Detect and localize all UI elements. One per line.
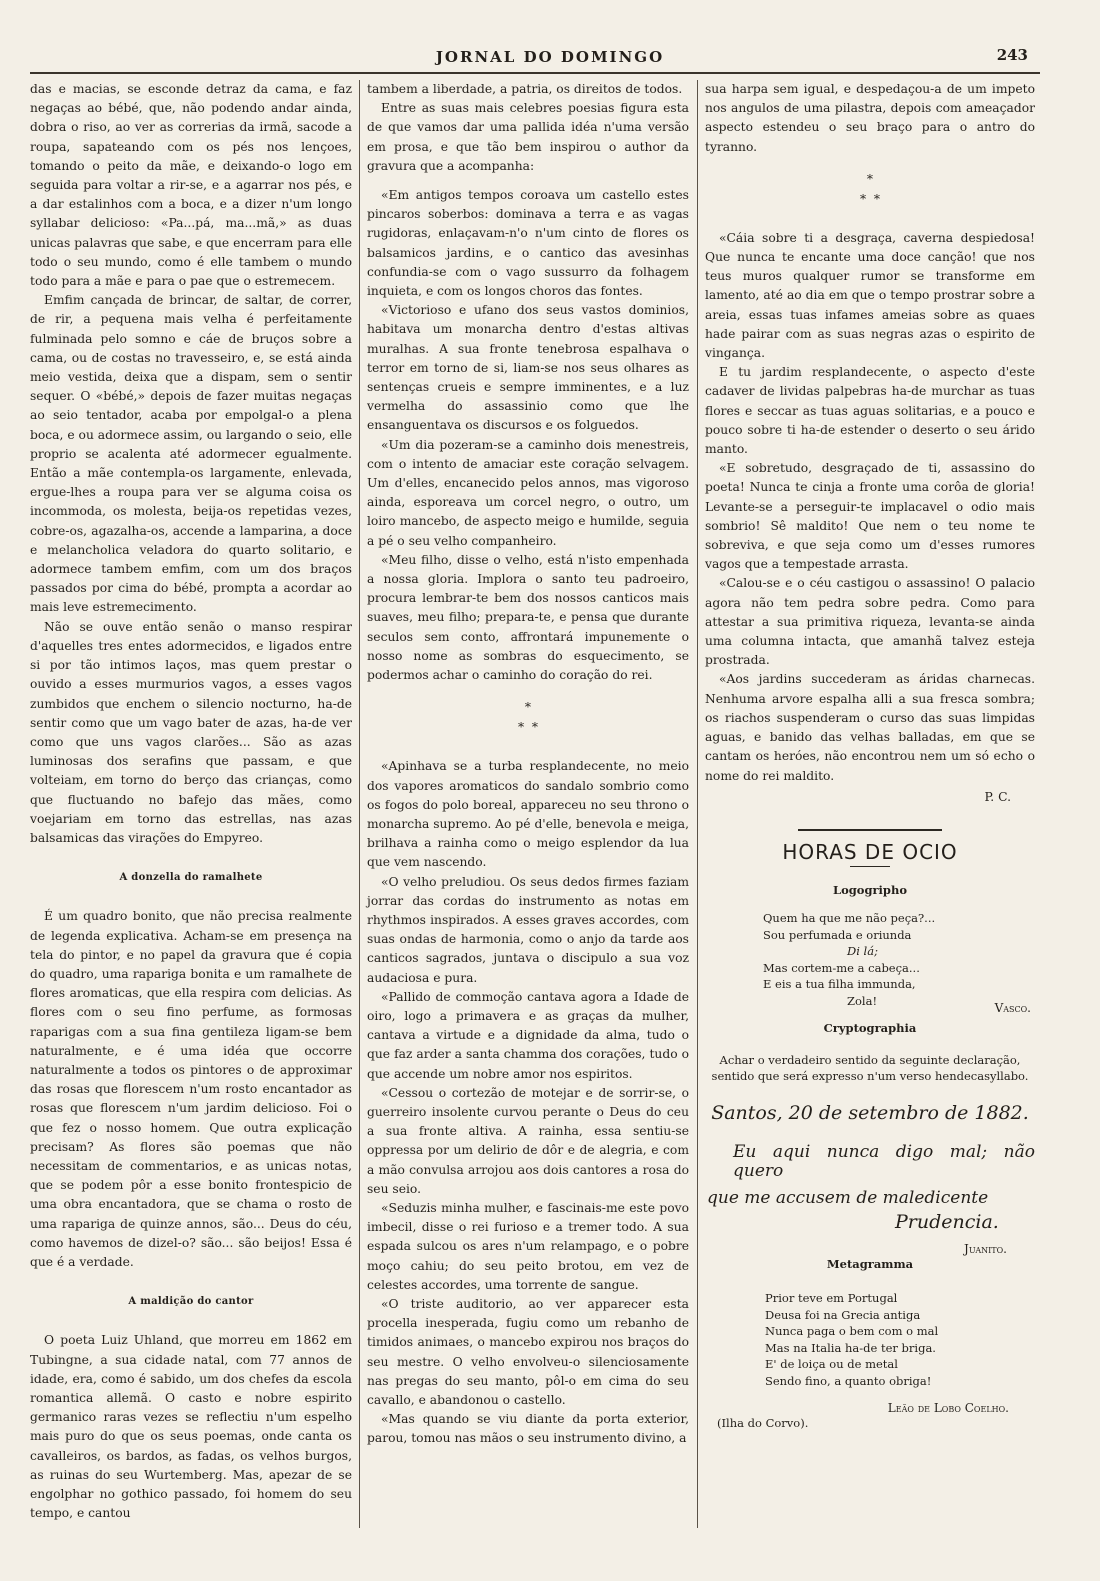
page-number: 243 bbox=[996, 46, 1028, 64]
verse-line: Di lá; bbox=[847, 944, 878, 959]
paragraph: Entre as suas mais celebres poesias figura esta de que vamos dar uma pallida idéa n'uma versão em prosa, e que tão bem inspirou o author da gravura que a acompanha: bbox=[367, 101, 689, 173]
paragraph: «Pallido de commoção cantava agora a Idade de oiro, logo a primavera e as graças da mulher, cantava a virtude e a dignidade da alma, tudo o que faz arder a santa chamma dos corações, tudo o que accende um nobre amor nos espiritos. bbox=[367, 989, 689, 1081]
section-rule bbox=[798, 829, 942, 831]
paragraph: tambem a liberdade, a patria, os direitos de todos. bbox=[367, 82, 683, 96]
section-break-stars: * * * bbox=[859, 171, 881, 206]
section-break-stars: * * * bbox=[517, 700, 539, 735]
verse-line: Sendo fino, a quanto obriga! bbox=[765, 1373, 932, 1388]
column-divider-1 bbox=[359, 80, 360, 1528]
paragraph: «Aos jardins succederam as áridas charnecas. Nenhuma arvore espalha alli a sua fresca sombra; os riachos suspenderam o curso das suas limpidas aguas, e banido das velhas balladas, em que se cantam os heróes, não encontrou nem um só echo o nome do rei maldito. bbox=[705, 672, 1035, 783]
verse-line: Nunca paga o bem com o mal bbox=[765, 1324, 939, 1339]
paragraph: «Meu filho, disse o velho, está n'isto empenhada a nossa gloria. Implora o santo teu padroeiro, procura lembrar-te bem dos nossos canticos mais suaves, meu filho; prepara-te, e pensa que durante seculos sem conto, affrontará impunemente o nosso nome as sombras do esquecimento, se podermos achar o caminho do coração do rei. bbox=[367, 552, 689, 683]
paragraph: «Em antigos tempos coroava um castello estes pincaros soberbos: dominava a terra e as vagas rugidoras, enlaçavam-n'o n'um cinto de flores os balsamicos jardins, e o cantico das avesinhas confundia-se com o vago sussurro da folhagem inquieta, e com os longos choros das fontes. bbox=[367, 188, 689, 299]
script-signature: Prudencia. bbox=[895, 1210, 999, 1233]
verse-line: Deusa foi na Grecia antiga bbox=[765, 1307, 921, 1322]
paragraph: «Seduzis minha mulher, e fascinais-me este povo imbecil, disse o rei furioso e a tremer todo. A sua espada sulcou os ares n'um relampago, e o pobre moço cahiu; do seu peito brotou, em vez de celestes accordes, uma torrente de sangue. bbox=[367, 1200, 689, 1292]
section-title: HORAS DE OCIO bbox=[782, 839, 958, 864]
paragraph: O poeta Luiz Uhland, que morreu em 1862 em Tubingne, a sua cidade natal, com 77 annos de idade, era, como é sabido, um dos chefes da escola romantica allemã. O casto e nobre espirito germanico raras vezes se reflectiu n'um espelho mais puro do que os seus poemas, onde canta os cavalleiros, os bardos, as fadas, os velhos burgos, as ruinas do seu Wurtemberg. Mas, apezar de se engolphar no gothico passado, foi homem do seu tempo, e cantou bbox=[30, 1333, 352, 1521]
paragraph: «E sobretudo, desgraçado de ti, assassino do poeta! Nunca te cinja a fronte uma corôa de gloria! Levante-se a perseguir-te implacavel o odio mais sombrio! Sê maldito! Que nem o teu nome te sobreviva, e que seja como um d'esses rumores vagos que a tempestade arrasta. bbox=[705, 461, 1035, 572]
paragraph: «Calou-se e o céu castigou o assassino! O palacio agora não tem pedra sobre pedra. Como para attestar a sua primitiva riqueza, levanta-se ainda uma columna intacta, que amanhã talvez esteja prostrada. bbox=[705, 576, 1035, 668]
verse-line: Zola! bbox=[847, 993, 878, 1008]
paragraph: «Cáia sobre ti a desgraça, caverna despiedosa! Que nunca te encante uma doce canção! que nos teus muros qualquer rumor se transforme em lamento, até ao dia em que o tempo prostrar sobre a areia, essas tuas infames ameias sobre as quaes hade pairar com as suas negras azas o espirito de vingança. bbox=[705, 230, 1035, 361]
paragraph: «O triste auditorio, ao ver apparecer esta procella inesperada, fugiu como um rebanho de timidos animaes, o mancebo expirou nos braços do seu mestre. O velho envolveu-o silenciosamente nas pregas do seu manto, pôl-o em cima do seu cavallo, e abandonou o castello. bbox=[367, 1296, 689, 1407]
puzzle-author: Leão de Lobo Coelho. bbox=[887, 1401, 1009, 1416]
section-heading: A donzella do ramalhete bbox=[119, 872, 263, 884]
verse-line: Prior teve em Portugal bbox=[765, 1291, 898, 1306]
paragraph: Emfim cançada de brincar, de saltar, de correr, de rir, a pequena mais velha é perfeitamente fulminada pelo somno e cáe de bruços sobre a cama, ou de costas no travesseiro, e, se está ainda meio vestida, deixa que a dispam, sem o sentir sequer. O «bébé,» depois de fazer muitas negaças ao seio tentador, acaba por empolgal-o a plena boca, e ou adormece assim, ou largando o seio, elle proprio se acalenta até adormecer egualmente. Então a mãe contempla-os largamente, enlevada, ergue-lhes a roupa para ver se alguma coisa os incommoda, os molesta, beija-os repetidas vezes, cobre-os, agazalha-os, accende a lamparina, a doce e melancholica veladora do quarto solitario, e adormece tambem emfim, com um dos braços passados por cima do bébé, prompta a acordar ao mais leve estremecimento. bbox=[30, 293, 352, 615]
article-signature: P. C. bbox=[984, 789, 1011, 804]
metagramma-verse bbox=[705, 1290, 1035, 1389]
puzzle-heading: Logogripho bbox=[832, 883, 907, 898]
puzzle-instructions: Achar o verdadeiro sentido da seguinte declaração, sentido que será expresso n'um verso hendecasyllabo. bbox=[711, 1052, 1029, 1083]
paragraph: «Mas quando se viu diante da porta exterior, parou, tomou nas mãos o seu instrumento divino, a bbox=[367, 1412, 689, 1446]
verse-line: E eis a tua filha immunda, bbox=[763, 977, 916, 992]
verse-line: Mas na Italia ha-de ter briga. bbox=[765, 1340, 936, 1355]
author-place: (Ilha do Corvo). bbox=[717, 1416, 809, 1431]
paragraph: É um quadro bonito, que não precisa realmente de legenda explicativa. Acham-se em presença na tela do pintor, e no papel da gravura que é copia do quadro, uma rapariga bonita e um ramalhete de flores aromaticas, que ella respira com delicias. As flores com o seu fino perfume, as formosas raparigas com a sua fina gentileza ligam-se bem naturalmente, e é uma idéa que occorre naturalmente a todos os pintores o de approximar das rosas que florescem n'um rosto encantador as rosas que florescem n'um jardim delicioso. Foi o que fez o nosso homem. Que outra explicação precisam? As flores são poemas que não necessitam de commentarios, e as unicas notas, que se podem pôr a esse bonito frontespicio de uma obra encantadora, que se chama o rosto de uma rapariga de quinze annos, são... Deus do céu, como havemos de dizel-o? são... são beijos! Essa é que é a verdade. bbox=[30, 909, 352, 1269]
paragraph: «O velho preludiou. Os seus dedos firmes faziam jorrar das cordas do instrumento as notas em rhythmos inspirados. A esses graves accordes, com suas ondas de harmonia, como o anjo da tarde aos canticos sagrados, juntava o discipulo a sua voz audaciosa e pura. bbox=[367, 874, 689, 985]
verse-line: E' de loiça ou de metal bbox=[765, 1357, 898, 1372]
verse-line: Quem ha que me não peça?... bbox=[763, 911, 936, 926]
script-line: que me accusem de maledicente bbox=[707, 1188, 989, 1209]
puzzle-author: Vasco. bbox=[994, 1001, 1031, 1016]
paragraph: «Apinhava se a turba resplandecente, no meio dos vapores aromaticos do sandalo sombrio como os fogos do polo boreal, appareceu no seu throno o monarcha supremo. Ao pé d'elle, benevola e meiga, brilhava a rainha como o meigo esplendor da lua que vem nascendo. bbox=[367, 759, 689, 870]
paragraph: «Cessou o cortezão de motejar e de sorrir-se, o guerreiro insolente curvou perante o Deus do ceu a sua fronte altiva. A rainha, essa sentiu-se oppressa por um delirio de dôr e de alegria, e com a mão convulsa arrojou aos dois cantores a rosa do seu seio. bbox=[367, 1085, 689, 1196]
paragraph: «Um dia pozeram-se a caminho dois menestreis, com o intento de amaciar este coração selvagem. Um d'elles, encanecido pelos annos, mas vigoroso ainda, esporeava um corcel negro, o outro, um loiro mancebo, de aspecto meigo e humilde, seguia a pé o seu velho companheiro. bbox=[367, 437, 689, 548]
paragraph: das e macias, se esconde detraz da cama, e faz negaças ao bébé, que, não podendo andar ainda, dobra o riso, ao ver as correrias da irmã, sacode a roupa, sapateando com os pés nos lençoes, tomando o peito da mãe, e deixando-o logo em seguida para voltar a rir-se, e a agarrar nos pés, e a dar estalinhos com a boca, e a dizer n'um longo syllabar delicioso: «Pa...pá, ma...mã,» as duas unicas palavras que sabe, e que encerram para elle todo o seu mundo, como é elle tambem o mundo todo para a mãe e para o pae que o estremecem. bbox=[30, 82, 352, 289]
header-rule bbox=[30, 72, 1040, 74]
column-1 bbox=[30, 80, 352, 1523]
puzzle-heading: Cryptographia bbox=[823, 1020, 917, 1035]
paragraph: Não se ouve então senão o manso respirar d'aquelles tres entes adormecidos, e ligados entre si por tão intimos laços, mas quem prestar o ouvido a esses murmurios vagos, a esses vagos zumbidos que enchem o silencio nocturno, ha-de sentir como que um vago bater de azas, ha-de ver como que uns vagos clarões... São as azas luminosas dos serafins que passam, e que volteiam, em torno do berço das crianças, como que fluctuando no bafejo das mães, como voejariam em torno das estrellas, nas azas balsamicas das virações do Empyreo. bbox=[30, 619, 352, 845]
page-title: JORNAL DO DOMINGO bbox=[435, 48, 665, 66]
script-line: Eu aqui nunca digo mal; não quero bbox=[733, 1141, 1035, 1182]
verse-line: Mas cortem-me a cabeça... bbox=[763, 960, 920, 975]
section-heading: A maldição do cantor bbox=[128, 1296, 254, 1308]
column-3 bbox=[705, 80, 1035, 1434]
verse-line: Sou perfumada e oriunda bbox=[763, 927, 912, 942]
column-divider-2 bbox=[697, 80, 698, 1528]
puzzle-heading: Metagramma bbox=[826, 1256, 914, 1271]
puzzle-author: Juanito. bbox=[964, 1241, 1007, 1256]
paragraph: «Victorioso e ufano dos seus vastos dominios, habitava um monarcha dentro d'estas altivas muralhas. A sua fronte tenebrosa espalhava o terror em torno de si, liam-se nos seus olhares as sentenças crueis e sempre imminentes, e a luz vermelha do assassinio como que lhe ensanguentava os discursos e os folguedos. bbox=[367, 303, 689, 433]
paragraph: E tu jardim resplandecente, o aspecto d'este cadaver de lividas palpebras ha-de murchar as tuas flores e seccar as tuas aguas solitarias, e a pouco e pouco sobre ti ha-de estender o deserto o seu árido manto. bbox=[705, 365, 1035, 457]
script-date: Santos, 20 de setembro de 1882. bbox=[711, 1101, 1029, 1124]
title-underline bbox=[850, 866, 890, 867]
column-2 bbox=[367, 80, 689, 1449]
logogripho-verse bbox=[705, 910, 1035, 1009]
paragraph: sua harpa sem igual, e despedaçou-a de um impeto nos angulos de uma pilastra, depois com ameaçador aspecto estendeu o seu braço para o antro do tyranno. bbox=[705, 82, 1035, 154]
